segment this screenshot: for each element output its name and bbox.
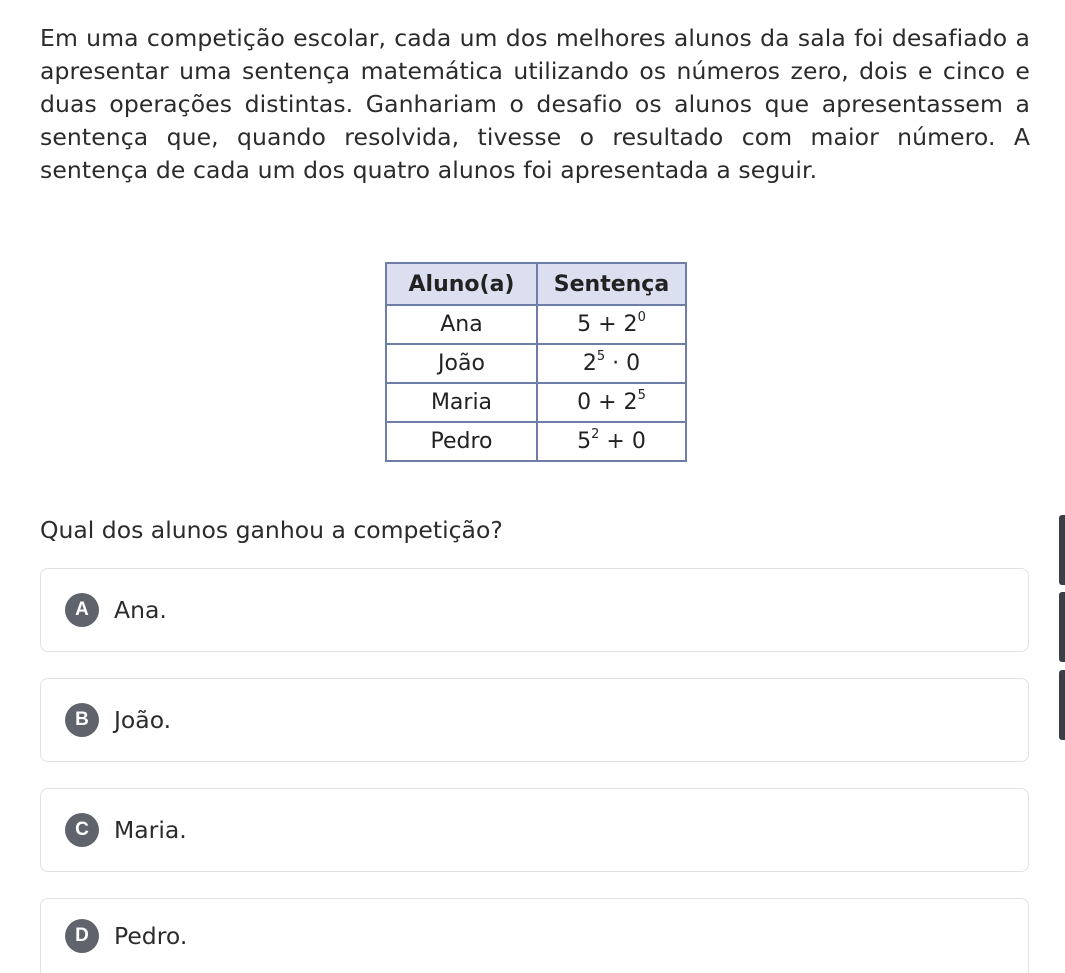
- table-row: [386, 422, 686, 461]
- cell-sentenca: [537, 344, 686, 383]
- option-text: Maria.: [114, 816, 187, 844]
- table-row: [386, 305, 686, 344]
- table-header-row: [386, 263, 686, 305]
- option-letter-badge: C: [65, 813, 99, 847]
- cell-sentenca: [537, 422, 686, 461]
- header-aluno: Aluno(a): [386, 263, 537, 305]
- cell-sentenca: [537, 305, 686, 344]
- sentenca-tail: · 0: [605, 351, 641, 376]
- option-text: João.: [114, 706, 172, 734]
- sentence-table: [385, 262, 687, 462]
- cell-aluno: João: [386, 344, 537, 383]
- option-text: Ana.: [114, 596, 167, 624]
- option-b[interactable]: [40, 678, 1029, 762]
- header-sentenca: Sentença: [537, 263, 686, 305]
- sentenca-base: 5 + 2: [577, 312, 638, 337]
- option-letter-badge: D: [65, 919, 99, 953]
- question-prompt: Qual dos alunos ganhou a competição?: [40, 516, 503, 544]
- sentenca-exponent: 5: [637, 388, 646, 403]
- sentenca-exponent: 5: [596, 349, 606, 364]
- sentenca-exponent: 2: [591, 427, 600, 442]
- sentenca-base: 5: [577, 429, 592, 454]
- cell-sentenca: [537, 383, 686, 422]
- scroll-handle[interactable]: [1059, 670, 1065, 740]
- question-text: Em uma competição escolar, cada um dos melhores alunos da sala foi desafiado a apresentar uma sentença matemática utilizando os números zero, dois e cinco e duas operações distintas. Ganhariam o desafio os alunos que apresentassem a sentença que, quando resolvida, tivesse o resultado com maior número. A sentença de cada um dos quatro alunos foi apresentada a seguir.: [40, 24, 1030, 184]
- option-a[interactable]: [40, 568, 1029, 652]
- option-d[interactable]: [40, 898, 1029, 973]
- sentenca-exponent: 0: [637, 310, 646, 325]
- cell-aluno: Pedro: [386, 422, 537, 461]
- cell-aluno: Maria: [386, 383, 537, 422]
- option-letter-badge: B: [65, 703, 99, 737]
- scroll-handle[interactable]: [1059, 592, 1065, 662]
- option-text: Pedro.: [114, 922, 188, 950]
- option-letter-badge: A: [65, 593, 99, 627]
- sentenca-base: 2: [582, 351, 597, 376]
- cell-aluno: Ana: [386, 305, 537, 344]
- scroll-handle[interactable]: [1059, 515, 1065, 585]
- table-row: [386, 344, 686, 383]
- option-c[interactable]: [40, 788, 1029, 872]
- sentenca-tail: + 0: [599, 429, 646, 454]
- sentenca-base: 0 + 2: [577, 390, 638, 415]
- table-row: [386, 383, 686, 422]
